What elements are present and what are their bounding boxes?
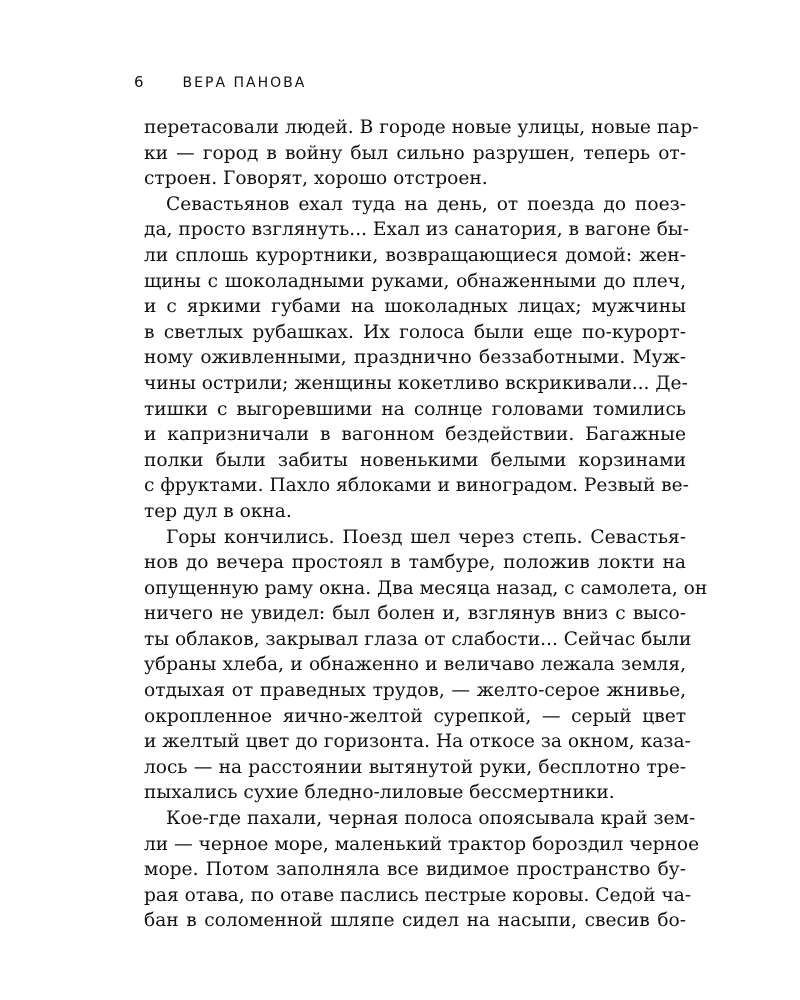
author-name: ВЕРА ПАНОВА	[182, 75, 307, 91]
text-line: щины с шоколадными руками, обнаженными до плеч,	[144, 270, 686, 292]
text-line: рая отава, по отаве паслись пестрые коровы. Седой ча-	[144, 884, 692, 906]
text-line: ничего не увидел: был болен и, взглянув вниз с высо-	[144, 603, 686, 625]
text-line: в светлых рубашках. Их голоса были еще по-курорт-	[144, 321, 686, 343]
text-line: да, просто взглянуть... Ехал из санатория, в вагоне бы-	[144, 219, 689, 241]
text-line: ли сплошь курортники, возвращающиеся домой: жен-	[144, 244, 686, 266]
page-number: 6	[134, 73, 145, 91]
text-line: пыхались сухие бледно-лиловые бессмертники.	[144, 782, 615, 804]
text-line: ному оживленными, празднично беззаботными. Муж-	[144, 347, 686, 369]
text-line: и капризничали в вагонном бездействии. Багажные	[144, 424, 686, 446]
text-line: тишки с выгоревшими на солнце головами томились	[144, 398, 686, 420]
text-line: перетасовали людей. В городе новые улицы, новые пар-	[144, 117, 699, 138]
running-header	[134, 73, 306, 97]
text-line: ки — город в войну был сильно разрушен, теперь от-	[144, 142, 686, 164]
text-line: бан в соломенной шляпе сидел на насыпи, свесив бо-	[144, 910, 686, 932]
text-line: ты облаков, закрывал глаза от слабости... Сейчас были	[144, 628, 692, 650]
paragraph	[144, 525, 708, 807]
text-line: отдыхая от праведных трудов, — желто-серое жнивье,	[144, 680, 686, 702]
text-line: опущенную раму окна. Два месяца назад, с самолета, он	[144, 577, 708, 599]
text-line: ли — черное море, маленький трактор бороздил черное	[144, 833, 700, 855]
text-line: море. Потом заполняла все видимое пространство бу-	[144, 859, 686, 881]
text-line: полки были забиты новенькими белыми корзинами	[144, 449, 686, 471]
text-line: окропленное яично-желтой сурепкой, — серый цвет	[144, 705, 686, 727]
paragraph	[144, 192, 689, 525]
text-line: убраны хлеба, и обнаженно и величаво лежала земля,	[144, 654, 686, 676]
text-line: лось — на расстоянии вытянутой руки, бесплотно тре-	[144, 756, 686, 778]
text-line: Горы кончились. Поезд шел через степь. Севастья-	[166, 526, 686, 548]
text-line: чины острили; женщины кокетливо вскрикивали... Де-	[144, 372, 688, 394]
paragraph	[144, 115, 699, 192]
text-line: строен. Говорят, хорошо отстроен.	[144, 168, 488, 190]
text-line: и с яркими губами на шоколадных лицах; мужчины	[144, 296, 686, 318]
text-line: с фруктами. Пахло яблоками и виноградом. Резвый ве-	[144, 475, 689, 497]
text-line: Кое-где пахали, черная полоса опоясывала край зем-	[166, 808, 696, 830]
text-line: тер дул в окна.	[144, 500, 292, 522]
text-line: нов до вечера простоял в тамбуре, положив локти на	[144, 552, 686, 574]
body-text	[144, 115, 708, 934]
text-line: и желтый цвет до горизонта. На откосе за окном, каза-	[144, 731, 691, 753]
paragraph	[144, 806, 700, 934]
text-line: Севастьянов ехал туда на день, от поезда до поез-	[166, 193, 686, 215]
